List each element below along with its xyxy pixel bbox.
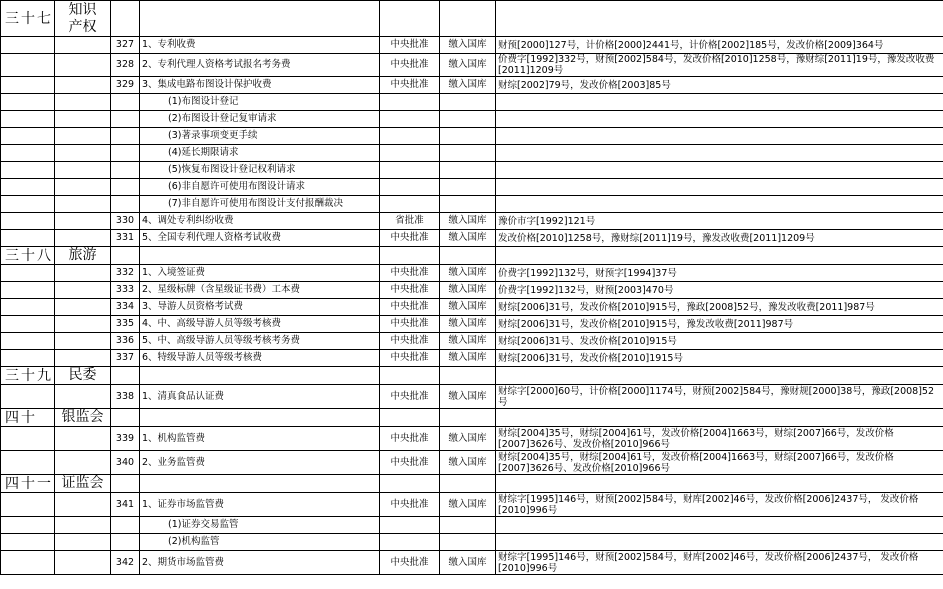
empty-cell [440,367,496,385]
approval-level: 中央批准 [380,37,440,54]
approval-level: 中央批准 [380,551,440,575]
fee-row [1,350,943,367]
blank-cell [1,265,55,282]
blank-cell [55,213,111,230]
blank-cell [55,77,111,94]
empty-cell [111,409,140,427]
fee-name: (1)布图设计登记 [140,94,380,111]
treasury-status [440,111,496,128]
empty-cell [496,1,943,37]
treasury-status: 缴入国库 [440,37,496,54]
treasury-status: 缴入国库 [440,493,496,517]
blank-cell [1,145,55,162]
fee-number: 336 [111,333,140,350]
empty-cell [496,367,943,385]
treasury-status [440,534,496,551]
sub-item-row [1,94,943,111]
blank-cell [1,427,55,451]
sub-item-row [1,162,943,179]
blank-cell [1,534,55,551]
policy-basis: 财综[2002]79号，发改价格[2003]85号 [496,77,943,94]
policy-basis [496,179,943,196]
fee-number: 330 [111,213,140,230]
fee-row [1,333,943,350]
empty-cell [140,475,380,493]
fee-number [111,179,140,196]
policy-basis [496,162,943,179]
fee-number: 335 [111,316,140,333]
sub-item-row [1,517,943,534]
policy-basis: 财综[2006]31号，发改价格[2010]915号，豫发改收费[2011]987号 [496,316,943,333]
section-department: 旅游 [55,247,111,265]
empty-cell [496,475,943,493]
blank-cell [1,196,55,213]
fee-name: 2、业务监管费 [140,451,380,475]
fee-row [1,299,943,316]
empty-cell [380,409,440,427]
blank-cell [1,493,55,517]
blank-cell [55,196,111,213]
blank-cell [55,451,111,475]
fee-number: 341 [111,493,140,517]
empty-cell [140,247,380,265]
fee-row [1,230,943,247]
section-number: 三十八 [1,247,55,265]
blank-cell [1,299,55,316]
fee-number [111,196,140,213]
section-number: 四十 [1,409,55,427]
empty-cell [111,475,140,493]
fee-number [111,162,140,179]
treasury-status [440,196,496,213]
approval-level: 中央批准 [380,299,440,316]
policy-basis: 价费字[1992]332号，财预[2002]584号，发改价格[2010]1258号，豫财综[2011]19号，豫发改收费[2011]1209号 [496,54,943,77]
fee-name: (7)非自愿许可使用布图设计支付报酬裁决 [140,196,380,213]
empty-cell [496,409,943,427]
empty-cell [380,475,440,493]
policy-basis [496,128,943,145]
blank-cell [55,145,111,162]
blank-cell [1,316,55,333]
fee-row [1,385,943,409]
fee-name: (1)证券交易监管 [140,517,380,534]
approval-level: 中央批准 [380,333,440,350]
treasury-status: 缴入国库 [440,551,496,575]
fee-number: 338 [111,385,140,409]
fee-name: 5、全国专利代理人资格考试收费 [140,230,380,247]
empty-cell [140,409,380,427]
fee-name: 4、中、高级导游人员等级考核费 [140,316,380,333]
empty-cell [140,1,380,37]
treasury-status: 缴入国库 [440,265,496,282]
section-department: 银监会 [55,409,111,427]
fee-row [1,37,943,54]
policy-basis [496,196,943,213]
blank-cell [55,111,111,128]
policy-basis: 财综[2006]31号，发改价格[2010]915号，豫政[2008]52号，豫发改收费[2011]987号 [496,299,943,316]
approval-level: 中央批准 [380,385,440,409]
blank-cell [1,213,55,230]
empty-cell [440,475,496,493]
fee-name: 2、期货市场监管费 [140,551,380,575]
treasury-status: 缴入国库 [440,230,496,247]
treasury-status: 缴入国库 [440,427,496,451]
blank-cell [55,179,111,196]
sub-item-row [1,196,943,213]
blank-cell [1,162,55,179]
approval-level [380,517,440,534]
blank-cell [55,385,111,409]
approval-level: 中央批准 [380,54,440,77]
approval-level: 中央批准 [380,265,440,282]
fee-number [111,534,140,551]
treasury-status: 缴入国库 [440,299,496,316]
blank-cell [1,128,55,145]
section-department: 民委 [55,367,111,385]
blank-cell [55,162,111,179]
treasury-status: 缴入国库 [440,451,496,475]
approval-level: 中央批准 [380,493,440,517]
fee-table-body [1,1,943,575]
treasury-status [440,94,496,111]
policy-basis: 价费字[1992]132号，财预[2003]470号 [496,282,943,299]
treasury-status: 缴入国库 [440,385,496,409]
section-number: 四十一 [1,475,55,493]
empty-cell [380,247,440,265]
blank-cell [1,333,55,350]
approval-level [380,196,440,213]
fee-name: 5、中、高级导游人员等级考核考务费 [140,333,380,350]
policy-basis: 豫价市字[1992]121号 [496,213,943,230]
section-department: 知识 产权 [55,1,111,37]
blank-cell [55,37,111,54]
fee-name: 2、星级标牌（含星级证书费）工本费 [140,282,380,299]
policy-basis: 财综[2004]35号，财综[2004]61号，发改价格[2004]1663号，财综[2007]66号，发改价格[2007]3626号、发改价格[2010]966号 [496,427,943,451]
blank-cell [1,282,55,299]
approval-level: 中央批准 [380,427,440,451]
fee-name: (5)恢复布图设计登记权利请求 [140,162,380,179]
empty-cell [380,367,440,385]
blank-cell [55,350,111,367]
blank-cell [1,230,55,247]
approval-level [380,162,440,179]
fee-number: 328 [111,54,140,77]
fee-row [1,451,943,475]
blank-cell [1,37,55,54]
blank-cell [55,54,111,77]
fee-number: 334 [111,299,140,316]
fee-number [111,111,140,128]
blank-cell [55,551,111,575]
approval-level: 中央批准 [380,451,440,475]
blank-cell [1,111,55,128]
fee-row [1,493,943,517]
blank-cell [55,230,111,247]
blank-cell [55,94,111,111]
fee-number [111,94,140,111]
fee-number [111,145,140,162]
policy-basis: 财综字[2000]60号，计价格[2000]1174号，财预[2002]584号，豫财规[2000]38号，豫政[2008]52号 [496,385,943,409]
fee-number [111,128,140,145]
section-header-row [1,247,943,265]
treasury-status [440,145,496,162]
fee-name: 2、专利代理人资格考试报名考务费 [140,54,380,77]
treasury-status [440,517,496,534]
sub-item-row [1,111,943,128]
fee-name: (2)机构监管 [140,534,380,551]
blank-cell [55,299,111,316]
policy-basis: 财预[2000]127号，计价格[2000]2441号，计价格[2002]185号，发改价格[2009]364号 [496,37,943,54]
fee-name: (2)布图设计登记复审请求 [140,111,380,128]
fee-row [1,551,943,575]
fee-name: 3、集成电路布图设计保护收费 [140,77,380,94]
fee-row [1,316,943,333]
fee-row [1,427,943,451]
blank-cell [55,265,111,282]
fee-number [111,517,140,534]
blank-cell [55,493,111,517]
approval-level [380,111,440,128]
fee-name: 4、调处专利纠纷收费 [140,213,380,230]
fee-number: 327 [111,37,140,54]
fee-name: 3、导游人员资格考试费 [140,299,380,316]
blank-cell [1,385,55,409]
blank-cell [1,451,55,475]
section-number: 三十九 [1,367,55,385]
empty-cell [440,409,496,427]
blank-cell [1,179,55,196]
policy-basis: 财综[2004]35号，财综[2004]61号，发改价格[2004]1663号，财综[2007]66号，发改价格[2007]3626号、发改价格[2010]966号 [496,451,943,475]
fee-name: 1、机构监管费 [140,427,380,451]
fee-number: 337 [111,350,140,367]
fee-number: 331 [111,230,140,247]
policy-basis [496,94,943,111]
sub-item-row [1,534,943,551]
treasury-status: 缴入国库 [440,282,496,299]
approval-level: 中央批准 [380,230,440,247]
empty-cell [440,1,496,37]
section-header-row [1,1,943,37]
treasury-status: 缴入国库 [440,333,496,350]
policy-basis [496,534,943,551]
blank-cell [55,128,111,145]
fee-name: 1、专利收费 [140,37,380,54]
fee-name: 1、证券市场监管费 [140,493,380,517]
section-number: 三十七 [1,1,55,37]
treasury-status [440,179,496,196]
section-department: 证监会 [55,475,111,493]
policy-basis: 财综字[1995]146号，财预[2002]584号，财库[2002]46号，发改价格[2006]2437号， 发改价格[2010]996号 [496,551,943,575]
fee-row [1,265,943,282]
treasury-status: 缴入国库 [440,54,496,77]
section-header-row [1,367,943,385]
empty-cell [111,1,140,37]
blank-cell [55,282,111,299]
treasury-status: 缴入国库 [440,350,496,367]
fee-row [1,54,943,77]
fee-name: (3)著录事项变更手续 [140,128,380,145]
fee-number: 332 [111,265,140,282]
policy-basis [496,111,943,128]
policy-basis: 发改价格[2010]1258号，豫财综[2011]19号，豫发改收费[2011]1209号 [496,230,943,247]
fee-number: 339 [111,427,140,451]
approval-level [380,145,440,162]
blank-cell [1,77,55,94]
section-header-row [1,475,943,493]
fee-number: 329 [111,77,140,94]
empty-cell [140,367,380,385]
fee-number: 340 [111,451,140,475]
approval-level: 中央批准 [380,316,440,333]
blank-cell [1,350,55,367]
blank-cell [55,333,111,350]
treasury-status [440,162,496,179]
fee-number: 333 [111,282,140,299]
section-header-row [1,409,943,427]
fee-name: 1、清真食品认证费 [140,385,380,409]
fee-row [1,77,943,94]
blank-cell [55,534,111,551]
empty-cell [496,247,943,265]
empty-cell [111,247,140,265]
empty-cell [380,1,440,37]
blank-cell [1,94,55,111]
approval-level: 中央批准 [380,350,440,367]
empty-cell [111,367,140,385]
fee-number: 342 [111,551,140,575]
treasury-status: 缴入国库 [440,213,496,230]
approval-level: 中央批准 [380,282,440,299]
sub-item-row [1,179,943,196]
blank-cell [1,551,55,575]
fee-name: 1、入境签证费 [140,265,380,282]
approval-level [380,128,440,145]
policy-basis: 财综字[1995]146号，财预[2002]584号，财库[2002]46号，发改价格[2006]2437号， 发改价格[2010]996号 [496,493,943,517]
empty-cell [440,247,496,265]
policy-basis [496,517,943,534]
blank-cell [55,427,111,451]
approval-level: 省批准 [380,213,440,230]
approval-level [380,94,440,111]
approval-level [380,179,440,196]
blank-cell [1,517,55,534]
blank-cell [55,316,111,333]
policy-basis: 价费字[1992]132号，财预字[1994]37号 [496,265,943,282]
sub-item-row [1,128,943,145]
fee-name: (6)非自愿许可使用布图设计请求 [140,179,380,196]
policy-basis: 财综[2006]31号、发改价格[2010]915号 [496,333,943,350]
policy-basis: 财综[2006]31号，发改价格[2010]1915号 [496,350,943,367]
fee-row [1,282,943,299]
treasury-status: 缴入国库 [440,77,496,94]
policy-basis [496,145,943,162]
fee-name: 6、特级导游人员等级考核费 [140,350,380,367]
blank-cell [1,54,55,77]
fee-name: (4)延长期限请求 [140,145,380,162]
approval-level: 中央批准 [380,77,440,94]
approval-level [380,534,440,551]
sub-item-row [1,145,943,162]
treasury-status: 缴入国库 [440,316,496,333]
fee-row [1,213,943,230]
blank-cell [55,517,111,534]
treasury-status [440,128,496,145]
